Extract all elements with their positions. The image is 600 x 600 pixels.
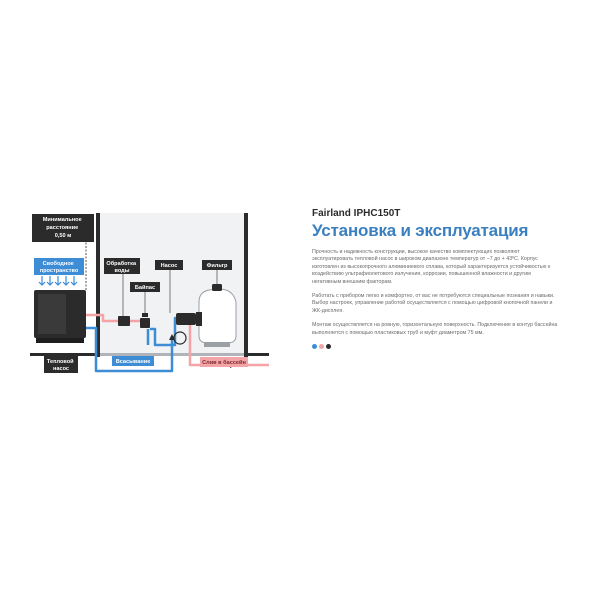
ground-line-left xyxy=(30,353,100,356)
suction-label: Всасывание xyxy=(115,359,151,365)
dot-dark[interactable] xyxy=(326,344,331,349)
heat-pump-line-2: насос xyxy=(52,366,70,372)
pump-label: Насос xyxy=(160,263,178,269)
airflow-arrow-5 xyxy=(71,276,77,285)
description-panel xyxy=(312,208,558,349)
dot-blue[interactable] xyxy=(312,344,317,349)
airflow-arrows xyxy=(39,276,77,285)
filter-tank xyxy=(199,289,236,343)
heat-pump-line-1: Тепловой xyxy=(46,359,74,365)
bypass-label: Байпас xyxy=(134,285,156,291)
return-label: Слив в бассейн xyxy=(202,360,246,366)
paragraph-installation: Монтаж осуществляется на ровную, горизонтальную поверхность. Подключение в контур бассейна выполняется с помощью пластиковых труб и муфт диаметром 75 мм. xyxy=(312,322,558,336)
dot-pink[interactable] xyxy=(319,344,324,349)
airflow-arrow-1 xyxy=(39,276,45,285)
filter-valve xyxy=(196,312,202,326)
page-title: Установка и эксплуатация xyxy=(312,221,529,240)
filter-base xyxy=(204,342,230,347)
carousel-dots xyxy=(312,344,558,349)
airflow-arrow-3 xyxy=(55,276,61,285)
filter-label: Фильтр xyxy=(206,263,228,269)
treatment-valve xyxy=(118,316,130,326)
bypass-valve-handle xyxy=(142,313,148,317)
bypass-valve xyxy=(140,318,150,328)
airflow-arrow-2 xyxy=(47,276,53,285)
water-treatment-line-1: Обработка xyxy=(106,261,137,267)
filter-top xyxy=(212,284,222,291)
min-distance-line-2: расстояние xyxy=(46,225,79,231)
paragraph-durability: Прочность и надежность конструкции, высокое качество комплектующих позволяют эксплуатировать тепловой насос в широком диапазоне температур от −7 до + 43ºС. Корпус изготовлен из высокопрочного алюминиевого сплава, который характеризуется устойчивостью к воздействию ультрафиолетового излучения, коррозии, повышенной влажности и другим негативным внешним факторам. xyxy=(312,249,551,285)
heat-pump-grille xyxy=(38,294,66,334)
airflow-arrow-4 xyxy=(63,276,69,285)
free-space-line-1: Свободное xyxy=(42,261,74,267)
water-treatment-line-2: воды xyxy=(114,268,130,274)
paragraph-operation: Работать с прибором легко и комфортно, от вас не потребуются специальные познания и навыки. Выбор настроек, управление работой осуществляется с помощью цифровой кнопочной панели и ЖК-дисплея. xyxy=(312,293,555,314)
min-distance-line-3: 0,50 м xyxy=(54,233,72,239)
pump-body xyxy=(176,313,196,325)
heat-pump-base xyxy=(36,338,84,343)
min-distance-line-1: Минимальное xyxy=(42,217,82,223)
ground-line-right xyxy=(244,353,269,356)
free-space-line-2: пространство xyxy=(39,268,79,274)
brand-model: Fairland IPHC150T xyxy=(312,208,401,219)
room-wall-right xyxy=(244,213,248,357)
